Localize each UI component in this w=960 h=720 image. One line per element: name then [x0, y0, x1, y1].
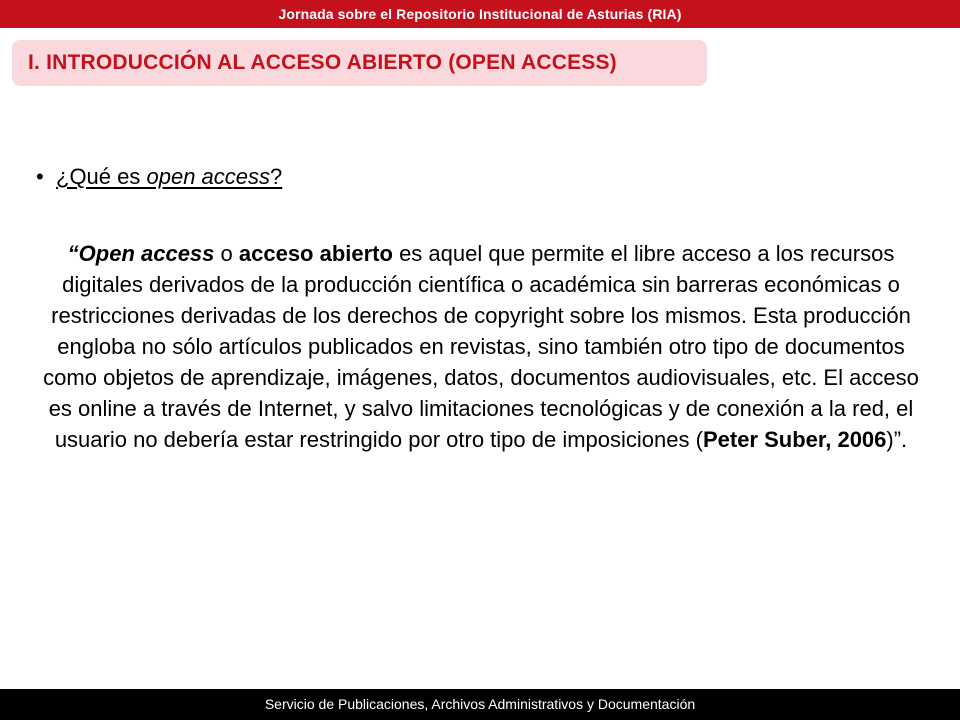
bullet-question	[36, 160, 282, 194]
quote-connector: o	[214, 241, 239, 266]
section-heading	[12, 40, 707, 86]
question-suffix: ?	[270, 164, 283, 189]
bullet-marker: •	[36, 164, 44, 189]
footer-banner	[0, 689, 960, 720]
event-title: Jornada sobre el Repositorio Institucional de Asturias (RIA)	[278, 6, 682, 22]
top-banner	[0, 0, 960, 28]
question-prefix: ¿Qué es	[56, 164, 147, 189]
section-title: I. INTRODUCCIÓN AL ACCESO ABIERTO (OPEN ACCESS)	[28, 51, 617, 74]
term-acceso-abierto: acceso abierto	[238, 241, 393, 266]
open-quote-mark: “	[67, 241, 79, 266]
question-text	[56, 164, 282, 189]
quote-closing: )”.	[886, 427, 908, 452]
question-italic: open access	[146, 164, 271, 189]
term-open-access: Open access	[78, 241, 215, 266]
quote-author: Peter Suber, 2006	[702, 427, 887, 452]
definition-quote	[40, 238, 922, 455]
quote-body: es aquel que permite el libre acceso a los recursos digitales derivados de la producción científica o académica sin barreras económicas o restricciones derivadas de los derechos de copyright sobre los mismos. Esta producción engloba no sólo artículos publicados en revistas, sino también otro tipo de documentos como objetos de aprendizaje, imágenes, datos, documentos audiovisuales, etc. El acceso es online a través de Internet, y salvo limitaciones tecnológicas y de conexión a la red, el usuario no debería estar restringido por otro tipo de imposiciones (	[43, 241, 919, 452]
footer-text: Servicio de Publicaciones, Archivos Administrativos y Documentación	[264, 696, 696, 712]
